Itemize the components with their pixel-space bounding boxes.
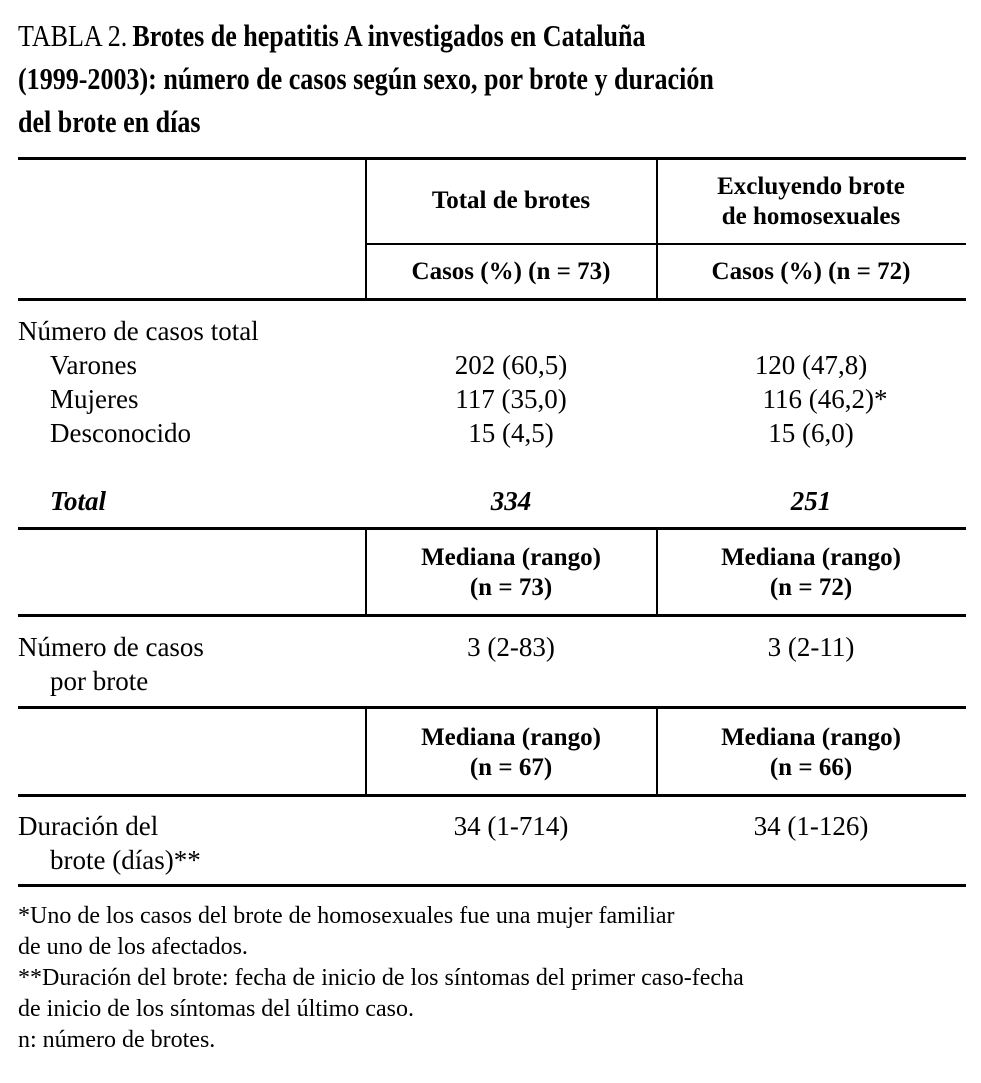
table-bottom-rule [18, 884, 966, 887]
subheader-casos-excl: Casos (%) (n = 72) [711, 258, 911, 285]
cell-desconocido-excl: 15 (6,0) [768, 418, 854, 448]
footnote-3: n: número de brotes. [18, 1027, 216, 1053]
title-line-2: (1999-2003): número de casos según sexo, por brote y duración [18, 61, 714, 96]
table-label: TABLA 2. [18, 18, 128, 53]
duracion-header-2 [658, 723, 964, 783]
footnote-1: *Uno de los casos del brote de homosexuales fue una mujer familiar [18, 903, 675, 929]
row-label-desconocido: Desconocido [50, 418, 191, 448]
title-text-1: Brotes de hepatitis A investigados en Cataluña [132, 18, 646, 53]
cell-duracion-excl: 34 (1-126) [753, 811, 869, 841]
mediana-header-2 [658, 543, 964, 603]
duracion-header-1 [366, 723, 656, 783]
row-label-duracion-line-1: Duración del [18, 811, 159, 841]
cell-duracion-total: 34 (1-714) [453, 811, 569, 841]
row-label-casos-por-brote-line-2: por brote [50, 666, 149, 696]
header-bottom-rule [18, 298, 966, 301]
cell-varones-total: 202 (60,5) [454, 350, 568, 380]
cell-desconocido-total: 15 (4,5) [468, 418, 554, 448]
cell-mujeres-excl: 116 (46,2)* [762, 384, 888, 414]
mediana-header-1-line-2: (n = 73) [469, 574, 553, 601]
cell-total-value: 334 [490, 486, 532, 516]
section-rule-3 [18, 706, 966, 709]
header-total-brotes: Total de brotes [431, 187, 591, 214]
section-label-casos: Número de casos total [18, 316, 259, 346]
row-label-varones: Varones [50, 350, 137, 380]
mediana-header-1-line-1: Mediana (rango) [421, 544, 601, 571]
header-excluyendo-line-2: de homosexuales [721, 203, 901, 230]
title-line-3: del brote en días [18, 104, 201, 139]
cell-casos-por-brote-total: 3 (2-83) [467, 632, 555, 662]
duracion-header-2-line-2: (n = 66) [769, 754, 853, 781]
duracion-header-2-line-1: Mediana (rango) [721, 724, 901, 751]
row-label-duracion [18, 809, 201, 877]
top-rule [18, 157, 966, 160]
mediana-header-2-line-1: Mediana (rango) [721, 544, 901, 571]
header-mid-rule [366, 243, 966, 245]
section-rule-1 [18, 527, 966, 530]
duracion-header-1-line-1: Mediana (rango) [421, 724, 601, 751]
cell-mujeres-total: 117 (35,0) [455, 384, 567, 414]
row-label-duracion-line-2: brote (días)** [50, 845, 201, 875]
header-excluyendo-line-1: Excluyendo brote [717, 173, 905, 200]
section-rule-4 [18, 794, 966, 797]
footnote-2-cont: de inicio de los síntomas del último caso. [18, 996, 414, 1022]
cell-varones-excl: 120 (47,8) [754, 350, 868, 380]
table-title [18, 14, 816, 143]
duracion-header-1-line-2: (n = 67) [469, 754, 553, 781]
row-label-casos-por-brote [18, 630, 204, 698]
section-rule-2 [18, 614, 966, 617]
footnote-2: **Duración del brote: fecha de inicio de los síntomas del primer caso-fecha [18, 965, 744, 991]
title-line-1 [18, 14, 816, 57]
footnote-1-cont: de uno de los afectados. [18, 934, 248, 960]
row-label-casos-por-brote-line-1: Número de casos [18, 632, 204, 662]
cell-total-excl: 251 [790, 486, 832, 516]
row-label-total: Total [50, 486, 107, 516]
subheader-casos-total: Casos (%) (n = 73) [411, 258, 611, 285]
header-excluyendo [658, 172, 964, 232]
mediana-header-2-line-2: (n = 72) [769, 574, 853, 601]
row-label-mujeres: Mujeres [50, 384, 139, 414]
mediana-header-1 [366, 543, 656, 603]
cell-casos-por-brote-excl: 3 (2-11) [767, 632, 855, 662]
